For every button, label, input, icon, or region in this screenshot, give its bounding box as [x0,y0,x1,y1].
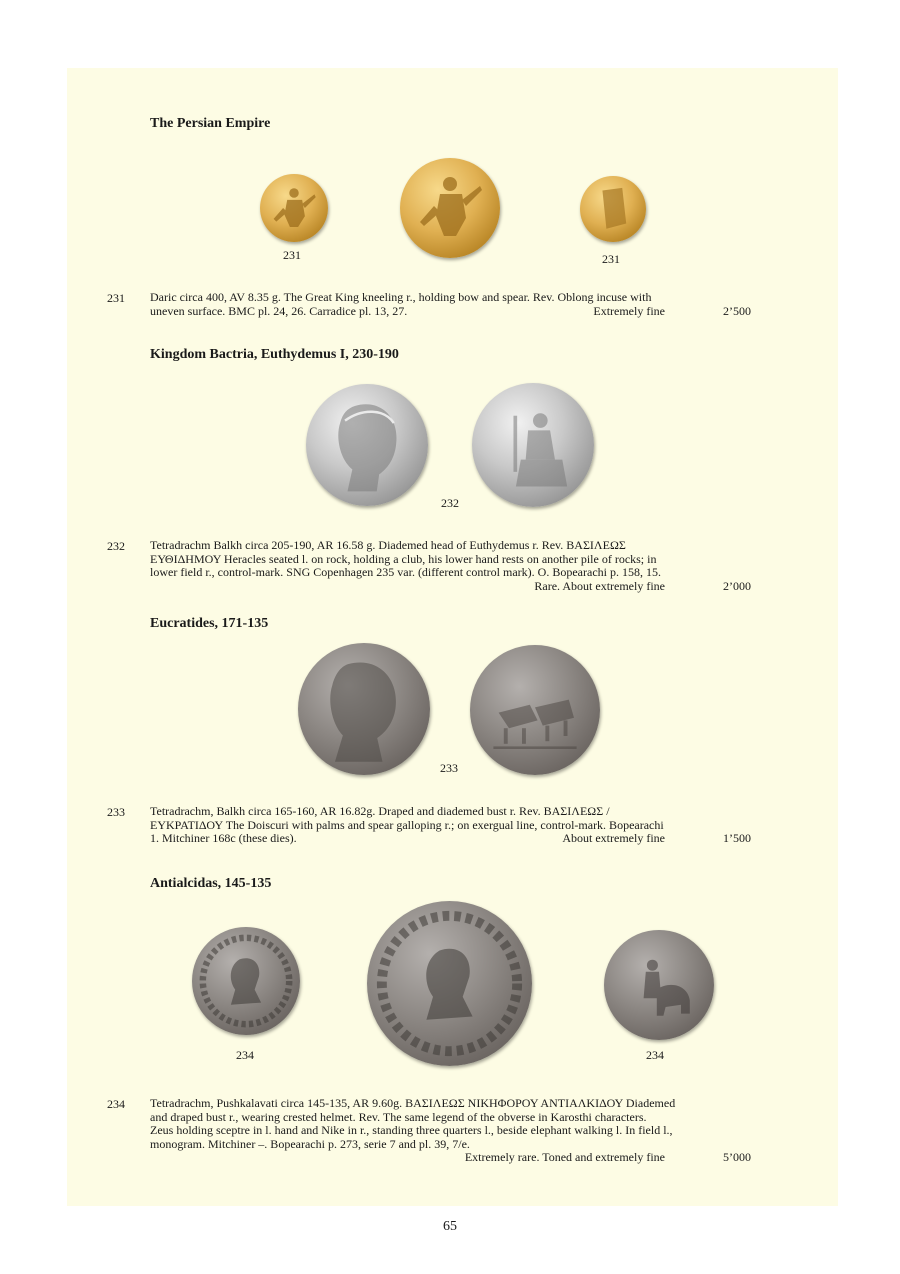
coin-231-obverse-small [260,174,328,242]
lot-number: 234 [107,1097,125,1111]
description-line: ΕΥΘΙΔΗΜΟΥ Heracles seated l. on rock, holding a club, his lower hand rests on another pile of rocks; in [150,551,657,566]
lot-number: 231 [107,291,125,305]
section-heading-antialcidas: Antialcidas, 145-135 [150,876,272,891]
description-line: 1. Mitchiner 168c (these dies). [150,831,297,845]
coin-231-obverse-enlarged [400,158,500,258]
coin-232-obverse [306,384,428,506]
section-heading-persian-empire: The Persian Empire [150,116,271,131]
coin-233-obverse [298,643,430,775]
section-heading-bactria: Kingdom Bactria, Euthydemus I, 230-190 [150,347,399,362]
lot-estimate: 2’500 [723,303,751,318]
description-line: lower field r., control-mark. SNG Copenhagen 235 var. (different control mark). O. Bopearachi p. 158, 15. [150,565,661,579]
section-heading-eucratides: Eucratides, 171-135 [150,616,269,631]
coin-234-reverse [604,930,714,1040]
coin-caption: 233 [440,761,458,775]
lot-description-233 [150,805,751,846]
description-line: Daric circa 400, AV 8.35 g. The Great King kneeling r., holding bow and spear. Rev. Oblong incuse with [150,290,652,304]
description-line: Tetradrachm Balkh circa 205-190, AR 16.58 g. Diademed head of Euthydemus r. Rev. ΒΑΣΙΛΕΩΣ [150,538,626,552]
lot-grade: Extremely rare. Toned and extremely fine [464,1150,665,1164]
lot-estimate: 1’500 [723,831,751,845]
lot-description-234 [150,1097,751,1165]
coin-233-reverse [470,645,600,775]
page-number: 65 [443,1219,457,1234]
lot-description-232 [150,539,751,593]
coin-caption: 234 [646,1048,664,1062]
description-line: ΕΥΚΡΑΤΙΔΟΥ The Doiscuri with palms and spear galloping r.; on exergual line, control-mark. Bopearachi [150,817,664,832]
coin-234-obverse-small [192,927,300,1035]
description-line: Zeus holding sceptre in l. hand and Nike in r., standing three quarters l., beside elephant walking l. In field l., [150,1123,673,1137]
coin-231-reverse [580,176,646,242]
description-last-line [150,580,751,594]
coin-234-obverse-enlarged [367,901,532,1066]
description-line: and draped bust r., wearing crested helmet. Rev. The same legend of the obverse in Karosthi characters. [150,1109,647,1124]
description-line: Tetradrachm, Balkh circa 165-160, AR 16.82g. Draped and diademed bust r. Rev. ΒΑΣΙΛΕΩΣ / [150,804,610,818]
lot-number: 232 [107,539,125,553]
lot-number: 233 [107,805,125,819]
lot-grade: Rare. About extremely fine [534,578,665,593]
lot-grade: Extremely fine [593,303,665,318]
coin-caption: 231 [283,248,301,262]
description-line: monogram. Mitchiner –. Bopearachi p. 273, serie 7 and pl. 39, 7/e. [150,1136,470,1151]
description-last-line [150,1151,751,1165]
coin-caption: 231 [602,252,620,266]
lot-grade: About extremely fine [562,831,665,845]
lot-estimate: 2’000 [723,578,751,593]
coin-caption: 232 [441,496,459,510]
lot-description-231 [150,291,751,318]
coin-caption: 234 [236,1048,254,1062]
description-last-line [150,832,751,846]
description-line: Tetradrachm, Pushkalavati circa 145-135, AR 9.60g. ΒΑΣΙΛΕΩΣ ΝΙΚΗΦΟΡΟΥ ΑΝΤΙΑΛΚΙΔΟΥ Diademed [150,1096,676,1110]
lot-estimate: 5’000 [723,1150,751,1164]
description-last-line [150,305,751,319]
description-line: uneven surface. BMC pl. 24, 26. Carradice pl. 13, 27. [150,303,408,318]
coin-232-reverse [472,383,594,507]
